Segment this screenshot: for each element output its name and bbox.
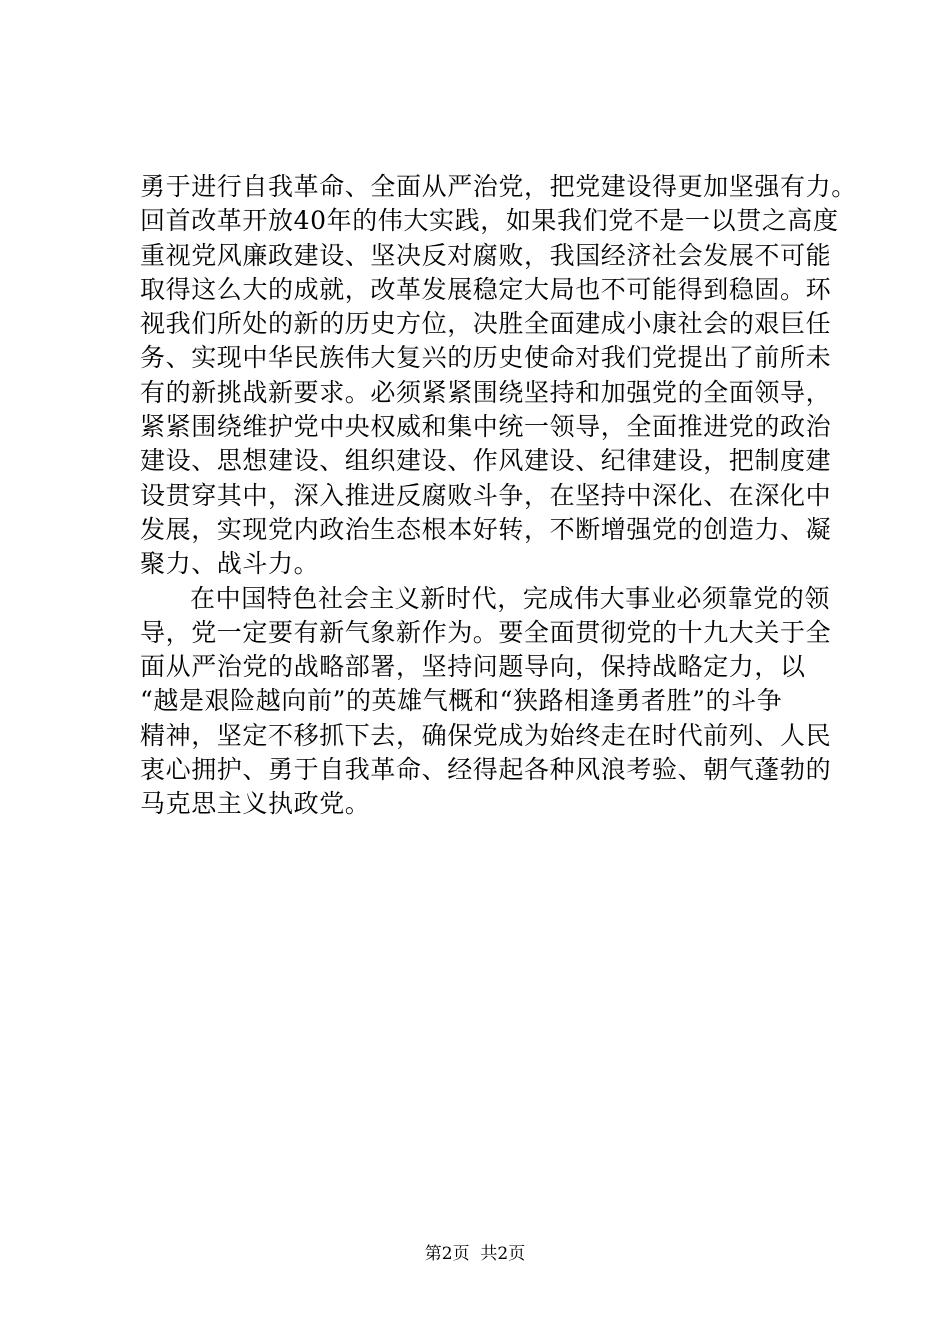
text-line: 导，党一定要有新气象新作为。要全面贯彻党的十九大关于全 — [140, 617, 832, 647]
text-line: 面从严治党的战略部署，坚持问题导向，保持战略定力，以 — [140, 652, 806, 682]
text-line: 务、实现中华民族伟大复兴的历史使命对我们党提出了前所未 — [140, 343, 832, 373]
body-text — [140, 170, 857, 822]
text-line: 视我们所处的新的历史方位，决胜全面建成小康社会的艰巨任 — [140, 309, 832, 339]
text-line: 在中国特色社会主义新时代，完成伟大事业必须靠党的领 — [190, 583, 831, 613]
page-number: 第2页 共2页 — [424, 1244, 526, 1264]
text-line: 马克思主义执政党。 — [140, 789, 371, 819]
text-line: 精神，坚定不移抓下去，确保党成为始终走在时代前列、人民 — [140, 720, 832, 750]
text-line: 回首改革开放40年的伟大实践，如果我们党不是一以贯之高度 — [140, 206, 839, 236]
paragraph-1 — [140, 170, 857, 582]
text-line: 取得这么大的成就，改革发展稳定大局也不可能得到稳固。环 — [140, 274, 832, 304]
page-footer — [0, 1243, 950, 1265]
text-line: 有的新挑战新要求。必须紧紧围绕坚持和加强党的全面领导， — [140, 377, 832, 407]
text-line: 衷心拥护、勇于自我革命、经得起各种风浪考验、朝气蓬勃的 — [140, 755, 832, 785]
text-line: 设贯穿其中，深入推进反腐败斗争，在坚持中深化、在深化中 — [140, 480, 832, 510]
text-line: 紧紧围绕维护党中央权威和集中统一领导，全面推进党的政治 — [140, 412, 832, 442]
text-line: 勇于进行自我革命、全面从严治党，把党建设得更加坚强有力。 — [140, 172, 857, 201]
text-line: 聚力、战斗力。 — [140, 549, 320, 579]
text-line: 重视党风廉政建设、坚决反对腐败，我国经济社会发展不可能 — [140, 240, 832, 270]
text-line: 建设、思想建设、组织建设、作风建设、纪律建设，把制度建 — [140, 446, 832, 476]
text-line: 发展，实现党内政治生态根本好转，不断增强党的创造力、凝 — [140, 514, 832, 544]
text-line: “越是艰险越向前”的英雄气概和“狭路相逢勇者胜”的斗争 — [140, 686, 783, 716]
paragraph-2 — [140, 582, 840, 822]
